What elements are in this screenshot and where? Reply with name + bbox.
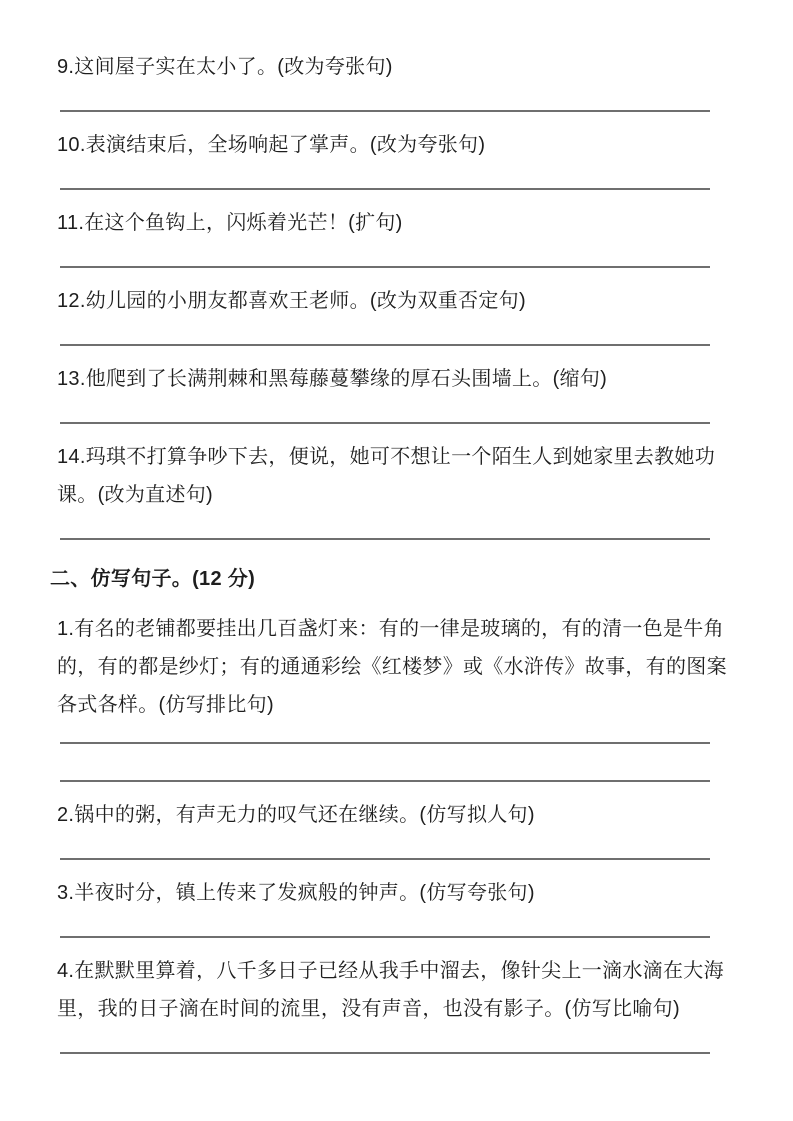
- question-14: 14.玛琪不打算争吵下去，便说，她可不想让一个陌生人到她家里去教她功课。(改为直述句): [57, 446, 716, 506]
- question-10: 10.表演结束后，全场响起了掌声。(改为夸张句): [57, 134, 486, 156]
- section-two-heading: 二、仿写句子。(12 分): [50, 568, 256, 590]
- question-11: 11.在这个鱼钩上，闪烁着光芒！(扩句): [57, 212, 403, 234]
- question-s2-4: 4.在默默里算着，八千多日子已经从我手中溜去，像针尖上一滴水滴在大海里，我的日子滴在时间的流里，没有声音，也没有影子。(仿写比喻句): [57, 960, 724, 1020]
- answer-line-q12: [60, 344, 710, 346]
- question-s2-3: 3.半夜时分，镇上传来了发疯般的钟声。(仿写夸张句): [57, 882, 535, 904]
- question-s2-2: 2.锅中的粥，有声无力的叹气还在继续。(仿写拟人句): [57, 804, 535, 826]
- answer-line-s2-q3: [60, 936, 710, 938]
- answer-line-s2-q4: [60, 1052, 710, 1054]
- question-13: 13.他爬到了长满荆棘和黑莓藤蔓攀缘的厚石头围墙上。(缩句): [57, 368, 608, 390]
- answer-line-q11: [60, 266, 710, 268]
- answer-line-s2-q1-b: [60, 780, 710, 782]
- answer-line-q14: [60, 538, 710, 540]
- section-two-imitate-sentences: [57, 610, 743, 1054]
- answer-line-q10: [60, 188, 710, 190]
- question-12: 12.幼儿园的小朋友都喜欢王老师。(改为双重否定句): [57, 290, 526, 312]
- answer-line-s2-q1-a: [60, 742, 710, 744]
- section-one-rewrite-sentences: [57, 48, 743, 540]
- question-9: 9.这间屋子实在太小了。(改为夸张句): [57, 56, 393, 78]
- answer-line-q9: [60, 110, 710, 112]
- question-s2-1: 1.有名的老铺都要挂出几百盏灯来：有的一律是玻璃的，有的清一色是牛角的，有的都是纱灯；有的通通彩绘《红楼梦》或《水浒传》故事，有的图案各式各样。(仿写排比句): [57, 618, 727, 716]
- answer-line-q13: [60, 422, 710, 424]
- answer-line-s2-q2: [60, 858, 710, 860]
